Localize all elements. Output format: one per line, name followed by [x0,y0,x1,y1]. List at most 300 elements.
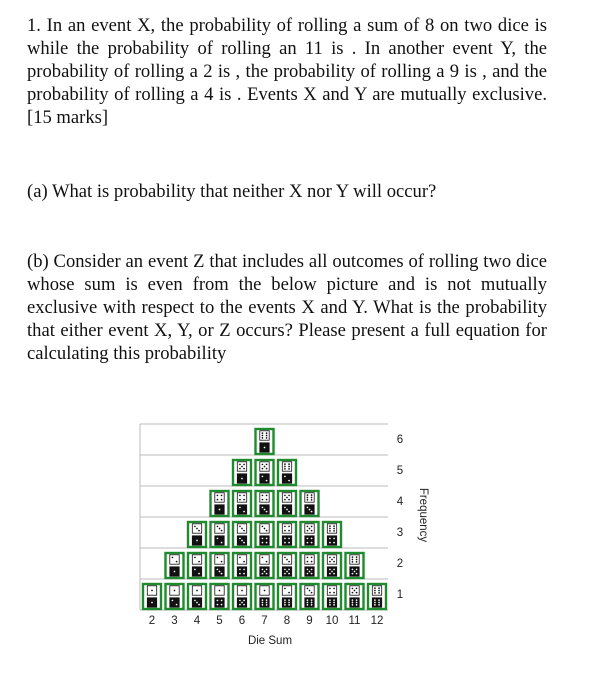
bar-die-pair [301,522,319,547]
die-pip [266,432,268,434]
die-pip [354,571,356,573]
die-pip [352,569,354,571]
die-pip [198,561,200,563]
die-black-face [260,598,269,607]
bar-die-pair [278,460,296,485]
die-pip [333,525,335,527]
die-pip [262,569,264,571]
die-pip [311,592,313,594]
die-pip [243,573,245,575]
die-pip [241,540,243,542]
die-pip [243,464,245,466]
die-pip [219,590,221,592]
die-pip [352,559,354,561]
die-pip [329,542,331,544]
die-pip [311,561,313,563]
x-tick-label: 2 [148,615,156,627]
die-pip [333,569,335,571]
die-pip [198,573,200,575]
die-pip [309,571,311,573]
die-pip [356,602,358,604]
die-pip [217,499,219,501]
die-pip [284,602,286,604]
die-black-face [327,536,336,545]
bar-die-pair [323,584,341,609]
x-tick-label: 7 [261,615,268,627]
die-pip [239,507,241,509]
die-pip [194,600,196,602]
bar-die-pair [143,584,161,609]
bar-die-pair [301,553,319,578]
die-pip [239,538,241,540]
die-pip [333,573,335,575]
die-black-face [192,567,201,576]
die-pip [262,599,264,601]
die-pip [239,464,241,466]
bar-die-pair [233,522,251,547]
die-pip [221,530,223,532]
x-tick-label: 6 [238,615,246,627]
die-pip [243,542,245,544]
die-pip [333,538,335,540]
die-pip [288,573,290,575]
die-black-face [282,598,291,607]
die-black-face [260,474,269,483]
die-pip [329,557,331,559]
die-pip [288,468,290,470]
die-pip [264,509,266,511]
die-pip [284,526,286,528]
die-pip [307,602,309,604]
die-pip [288,463,290,465]
die-pip [198,530,200,532]
die-pip [284,569,286,571]
die-pip [288,499,290,501]
die-white-face [282,462,291,471]
die-white-face [350,555,359,564]
die-pip [221,600,223,602]
die-pip [311,499,313,501]
die-pip [266,495,268,497]
die-pip [356,604,358,606]
die-pip [241,602,243,604]
die-pip [374,592,376,594]
die-black-face [282,536,291,545]
y-tick-label: 1 [396,589,404,602]
bar-die-pair [211,522,229,547]
die-black-face [350,598,359,607]
bar-die-pair [233,553,251,578]
die-pip [262,604,264,606]
die-pip [266,538,268,540]
die-pip [241,478,243,480]
die-pip [307,507,309,509]
bar-die-pair [188,584,206,609]
die-pip [329,528,331,530]
die-pip [243,604,245,606]
die-pip [333,528,335,530]
die-black-face [170,598,179,607]
die-pip [307,573,309,575]
die-pip [243,499,245,501]
die-pip [284,468,286,470]
die-pip [174,590,176,592]
die-pip [194,526,196,528]
die-pip [174,571,176,573]
die-pip [288,526,290,528]
x-tick-label: 5 [216,615,223,627]
die-pip [284,476,286,478]
die-pip [266,602,268,604]
die-white-face [215,493,224,502]
die-pip [221,561,223,563]
die-pip [378,592,380,594]
die-pip [356,573,358,575]
die-pip [262,499,264,501]
die-pip [284,530,286,532]
die-pip [329,525,331,527]
die-pip [284,499,286,501]
bar-die-pair [256,553,274,578]
die-pip [378,590,380,592]
x-tick-label: 10 [325,615,339,627]
die-pip [311,573,313,575]
die-pip [307,557,309,559]
die-pip [262,542,264,544]
die-pip [217,569,219,571]
die-pip [329,573,331,575]
die-black-face [237,567,246,576]
die-pip [288,542,290,544]
die-pip [288,538,290,540]
die-pip [243,530,245,532]
die-pip [239,499,241,501]
die-pip [286,571,288,573]
die-pip [356,559,358,561]
die-pip [217,538,219,540]
die-pip [284,542,286,544]
die-pip [288,466,290,468]
die-pip [286,509,288,511]
die-black-face [327,598,336,607]
die-pip [284,588,286,590]
bar-die-pair [346,584,364,609]
die-pip [284,463,286,465]
bar-die-pair [211,584,229,609]
die-pip [219,571,221,573]
die-pip [309,590,311,592]
die-pip [239,569,241,571]
die-pip [309,528,311,530]
die-pip [307,542,309,544]
die-pip [307,561,309,563]
dice-frequency-chart [130,405,450,665]
die-black-face [215,536,224,545]
bar-die-pair [323,522,341,547]
die-pip [307,588,309,590]
die-white-face [305,555,314,564]
bar-die-pair [278,553,296,578]
bar-die-pair [346,553,364,578]
die-pip [288,495,290,497]
bar-die-pair [188,522,206,547]
die-pip [284,557,286,559]
die-pip [311,494,313,496]
die-pip [239,495,241,497]
die-pip [311,530,313,532]
die-white-face [260,555,269,564]
die-pip [333,599,335,601]
die-pip [288,530,290,532]
bar-die-pair [301,491,319,516]
y-tick-label: 4 [396,496,404,509]
die-pip [333,604,335,606]
die-pip [262,476,264,478]
die-pip [243,511,245,513]
die-black-face [282,474,291,483]
die-pip [356,592,358,594]
die-pip [221,542,223,544]
die-pip [286,559,288,561]
die-pip [354,590,356,592]
die-pip [239,468,241,470]
die-pip [311,511,313,513]
die-pip [239,600,241,602]
die-pip [262,573,264,575]
die-pip [262,526,264,528]
die-pip [284,495,286,497]
die-pip [264,590,266,592]
die-pip [352,556,354,558]
die-pip [219,509,221,511]
die-pip [266,499,268,501]
y-tick-label: 3 [396,527,404,540]
die-pip [374,590,376,592]
bar-die-pair [301,584,319,609]
die-pip [333,557,335,559]
bar-die-pair [188,553,206,578]
die-pip [374,604,376,606]
die-pip [266,542,268,544]
die-pip [356,561,358,563]
die-pip [378,599,380,601]
die-pip [307,497,309,499]
die-pip [221,495,223,497]
die-pip [329,604,331,606]
die-pip [241,466,243,468]
die-pip [311,569,313,571]
x-tick-label: 11 [348,615,361,627]
die-pip [284,599,286,601]
die-pip [194,557,196,559]
die-pip [329,538,331,540]
die-pip [266,435,268,437]
die-pip [196,602,198,604]
die-white-face [327,524,336,533]
x-axis-ticks [149,615,384,627]
die-black-face [260,536,269,545]
die-pip [352,604,354,606]
die-pip [356,569,358,571]
die-white-face [305,493,314,502]
bar-die-pair [233,584,251,609]
die-pip [266,604,268,606]
die-pip [262,432,264,434]
bar-die-pair [211,491,229,516]
die-pip [266,569,268,571]
bar-die-pair [166,553,184,578]
die-pip [311,497,313,499]
die-pip [352,561,354,563]
die-pip [239,573,241,575]
die-pip [329,599,331,601]
die-pip [329,592,331,594]
die-pip [307,530,309,532]
die-pip [311,604,313,606]
die-pip [239,604,241,606]
die-pip [217,495,219,497]
die-pip [262,602,264,604]
die-pip [264,571,266,573]
die-pip [217,557,219,559]
bar-die-pair [233,460,251,485]
die-black-face [305,536,314,545]
die-pip [286,497,288,499]
die-pip [176,561,178,563]
die-pip [221,499,223,501]
bar-die-pair [233,491,251,516]
die-pip [333,592,335,594]
chart-canvas [130,405,450,665]
die-pip [307,499,309,501]
die-pip [264,447,266,449]
die-pip [284,538,286,540]
die-pip [196,528,198,530]
die-black-face [237,505,246,514]
die-pip [329,530,331,532]
die-pip [266,437,268,439]
bar-die-pair [323,553,341,578]
die-pip [262,495,264,497]
die-pip [196,540,198,542]
die-pip [333,542,335,544]
die-pip [288,561,290,563]
die-pip [352,588,354,590]
die-pip [266,573,268,575]
bar-die-pair [278,584,296,609]
x-tick-label: 3 [171,615,178,627]
die-pip [288,511,290,513]
die-white-face [282,524,291,533]
x-axis-title: Die Sum [247,635,293,647]
die-pip [288,604,290,606]
die-pip [151,590,153,592]
die-pip [374,587,376,589]
bar-die-pair [256,491,274,516]
die-pip [378,604,380,606]
die-pip [352,573,354,575]
die-pip [172,600,174,602]
die-pip [329,569,331,571]
die-pip [217,604,219,606]
die-pip [262,437,264,439]
bar-die-pair [256,584,274,609]
die-pip [243,468,245,470]
die-pip [217,600,219,602]
die-pip [262,464,264,466]
die-pip [266,511,268,513]
die-pip [264,528,266,530]
die-pip [239,526,241,528]
die-pip [288,480,290,482]
die-pip [288,599,290,601]
bar-die-pair [166,584,184,609]
die-pip [329,561,331,563]
die-pip [266,468,268,470]
die-pip [241,590,243,592]
question-part-b: (b) Consider an event Z that includes all outcomes of rolling two dice whose sum is even from the below picture and is not mutually exclusive with respect to the events X and Y. What is the probability that either event X, Y, or Z occurs? Please present a full equation for calculating this probability [27,251,547,364]
die-pip [198,604,200,606]
die-pip [243,600,245,602]
y-tick-label: 5 [396,465,404,478]
die-pip [311,526,313,528]
die-pip [262,538,264,540]
bar-die-pair [211,553,229,578]
die-white-face [237,493,246,502]
die-pip [307,526,309,528]
die-pip [176,604,178,606]
die-pip [307,494,309,496]
die-white-face [170,555,179,564]
x-tick-label: 4 [193,615,201,627]
die-pip [284,573,286,575]
die-white-face [215,555,224,564]
die-pip [378,587,380,589]
die-white-face [372,586,381,595]
die-white-face [282,586,291,595]
bar-die-pair [256,429,274,454]
die-pip [311,557,313,559]
die-pip [311,602,313,604]
die-pip [331,559,333,561]
y-axis-ticks [397,434,404,601]
die-pip [151,602,153,604]
bar-die-pair [256,460,274,485]
die-pip [311,599,313,601]
die-pip [264,466,266,468]
die-pip [333,602,335,604]
die-pip [262,468,264,470]
die-pip [307,599,309,601]
die-black-face [305,598,314,607]
x-tick-label: 8 [283,615,291,627]
die-pip [243,569,245,571]
die-white-face [327,586,336,595]
die-pip [221,573,223,575]
die-pip [374,599,376,601]
die-pip [284,507,286,509]
die-white-face [260,431,269,440]
x-tick-label: 9 [306,615,313,627]
die-pip [221,604,223,606]
die-pip [266,561,268,563]
die-pip [262,557,264,559]
die-pip [288,602,290,604]
chart-bars [143,429,386,609]
die-pip [266,530,268,532]
y-axis-title: Frequency [417,487,429,543]
die-pip [333,588,335,590]
